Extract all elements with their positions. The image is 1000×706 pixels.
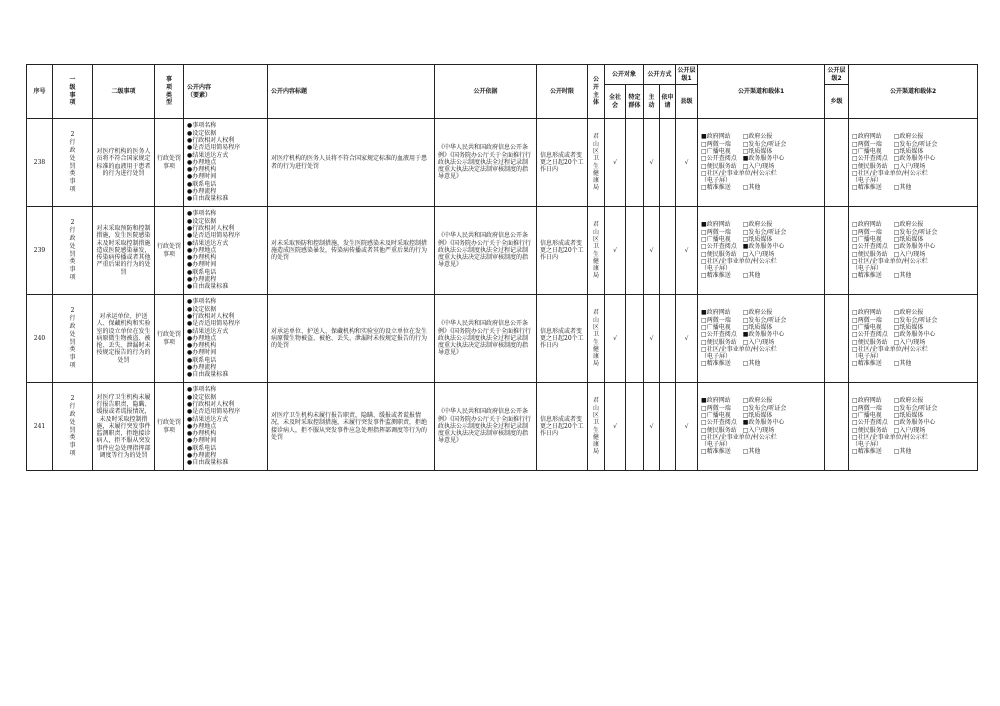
subject-value: 君山区卫生健康局 xyxy=(592,133,599,192)
content-item: ●行政相对人权利 xyxy=(187,400,235,408)
row-apply xyxy=(660,119,676,207)
title-value: 对医疗机构的医务人员将不符合国家规定标准的血液用于患者的行为进行处罚 xyxy=(271,155,428,170)
seq-value: 239 xyxy=(33,246,46,254)
county-check: √ xyxy=(684,246,689,254)
row-channel2 xyxy=(849,207,978,295)
content-item: ●联系电话 xyxy=(187,268,217,276)
row-seq xyxy=(27,207,53,295)
row-type xyxy=(155,207,184,295)
row-level2 xyxy=(93,207,155,295)
row-township xyxy=(825,383,849,471)
content-item: ●设定依据 xyxy=(187,305,217,313)
society-check: √ xyxy=(613,246,617,254)
header-content: 公开内容（要素） xyxy=(184,65,268,119)
content-item: ●办理地点 xyxy=(187,158,217,166)
row-channel1 xyxy=(698,383,825,471)
level1-value: 2行政处罚类事项 xyxy=(69,395,76,457)
subject-value: 君山区卫生健康局 xyxy=(592,397,599,456)
row-seq xyxy=(27,383,53,471)
content-item: ●办理地点 xyxy=(187,334,217,342)
row-channel1 xyxy=(698,119,825,207)
row-title xyxy=(268,295,435,383)
content-item: ●设定依据 xyxy=(187,217,217,225)
header-level-b: 公开层级2 xyxy=(825,65,849,85)
row-subject xyxy=(588,383,605,471)
row-basis xyxy=(435,295,537,383)
content-item: ●办理流程 xyxy=(187,276,217,284)
row-active xyxy=(644,295,660,383)
row-level2 xyxy=(93,119,155,207)
content-item: ●联系电话 xyxy=(187,444,217,452)
row-title xyxy=(268,119,435,207)
time-value: 信息形成或者变更之日起20个工作日内 xyxy=(540,327,584,350)
header-content-title: 公开内容标题 xyxy=(268,65,435,119)
content-item: ●办理时间 xyxy=(187,437,217,445)
header-method-apply: 依申请 xyxy=(660,85,676,119)
content-item: ●自由裁量标准 xyxy=(187,283,229,291)
content-item: ●办理流程 xyxy=(187,188,217,196)
content-item: ●自由裁量标准 xyxy=(187,371,229,379)
seq-value: 240 xyxy=(33,334,46,342)
title-value: 对未采取预防和控制措施，发生医院感染未及时采取控制措施造成医院感染暴发，传染病传播或者其他严重后果的行为的处罚 xyxy=(271,239,428,262)
content-item: ●办理时间 xyxy=(187,173,217,181)
row-channel2 xyxy=(849,383,978,471)
level1-value: 2行政处罚类事项 xyxy=(69,307,76,369)
row-items xyxy=(184,383,268,471)
channel1-value: ■政府网站 □政府公报 □两微一端 □发布会/听证会 □广播电视 □纸质媒体 □公开查阅点 ■政务服务中心 □便民服务站 □入户/现场 □社区/企事业单位/村公示栏 （电子屏） □精准推送 □其他 xyxy=(701,397,787,456)
table-row xyxy=(27,295,978,383)
channel2-value: □政府网站 □政府公报 □两微一端 □发布会/听证会 □广播电视 □纸质媒体 □公开查阅点 □政务服务中心 □便民服务站 □入户/现场 □社区/企事业单位/村公示栏 （电子屏） □精准推送 □其他 xyxy=(852,309,938,368)
row-active xyxy=(644,383,660,471)
content-item: ●是否适用简易程序 xyxy=(187,232,241,240)
row-county xyxy=(676,295,698,383)
table-row xyxy=(27,207,978,295)
active-check: √ xyxy=(649,246,654,254)
content-item: ●结果送达方式 xyxy=(187,415,229,423)
seq-value: 241 xyxy=(33,422,46,430)
content-item: ●行政相对人权利 xyxy=(187,312,235,320)
row-channel1 xyxy=(698,295,825,383)
table-row xyxy=(27,383,978,471)
content-item: ●事项名称 xyxy=(187,386,217,394)
header-county: 县级 xyxy=(676,85,698,119)
row-subject xyxy=(588,207,605,295)
content-item: ●办理机构 xyxy=(187,342,217,350)
time-value: 信息形成或者变更之日起20个工作日内 xyxy=(540,415,584,438)
row-time xyxy=(537,295,588,383)
content-item: ●办理地点 xyxy=(187,246,217,254)
disclosure-table xyxy=(26,64,978,471)
row-county xyxy=(676,383,698,471)
row-time xyxy=(537,383,588,471)
channel2-value: □政府网站 □政府公报 □两微一端 □发布会/听证会 □广播电视 □纸质媒体 □公开查阅点 □政务服务中心 □便民服务站 □入户/现场 □社区/企事业单位/村公示栏 （电子屏） □精准推送 □其他 xyxy=(852,221,938,280)
content-item: ●办理时间 xyxy=(187,349,217,357)
society-check: √ xyxy=(613,334,617,342)
content-item: ●事项名称 xyxy=(187,122,217,130)
row-apply xyxy=(660,207,676,295)
county-check: √ xyxy=(684,422,689,430)
row-level1 xyxy=(53,295,93,383)
type-value: 行政处罚事项 xyxy=(156,155,181,170)
basis-value: 《中华人民共和国政府信息公开条例》《国务院办公厅关于全面推行行政执法公示制度执法全过程记录制度重大执法决定法制审核制度的指导意见》 xyxy=(438,408,532,445)
row-county xyxy=(676,119,698,207)
header-township: 乡级 xyxy=(825,85,849,119)
type-value: 行政处罚事项 xyxy=(156,419,181,434)
content-item: ●办理机构 xyxy=(187,254,217,262)
row-time xyxy=(537,207,588,295)
title-value: 对承运单位、护送人、保藏机构和实验室的设立单位在发生病原微生物被盗、被抢、丢失、泄漏时未按规定报告的行为的处罚 xyxy=(271,327,428,350)
row-specific xyxy=(626,119,644,207)
row-apply xyxy=(660,383,676,471)
level1-value: 2行政处罚类事项 xyxy=(69,219,76,281)
level2-value: 对医疗机构的医务人员将不符合国家规定标准的血液用于患者的行为进行处罚 xyxy=(96,147,151,177)
content-item: ●办理时间 xyxy=(187,261,217,269)
content-item: ●办理地点 xyxy=(187,422,217,430)
header-channel1: 公开渠道和载体1 xyxy=(698,65,825,119)
type-value: 行政处罚事项 xyxy=(156,331,181,346)
row-specific xyxy=(626,383,644,471)
basis-value: 《中华人民共和国政府信息公开条例》《国务院办公厅关于全面推行行政执法公示制度执法全过程记录制度重大执法决定法制审核制度的指导意见》 xyxy=(438,232,532,269)
content-item: ●结果送达方式 xyxy=(187,151,229,159)
content-item: ●行政相对人权利 xyxy=(187,136,235,144)
content-item: ●事项名称 xyxy=(187,298,217,306)
content-item: ●是否适用简易程序 xyxy=(187,320,241,328)
county-check: √ xyxy=(684,158,689,166)
content-item: ●是否适用简易程序 xyxy=(187,408,241,416)
header-level1: 一级事项 xyxy=(53,65,93,119)
subject-value: 君山区卫生健康局 xyxy=(592,221,599,280)
basis-value: 《中华人民共和国政府信息公开条例》《国务院办公厅关于全面推行行政执法公示制度执法全过程记录制度重大执法决定法制审核制度的指导意见》 xyxy=(438,320,532,357)
row-level2 xyxy=(93,295,155,383)
row-basis xyxy=(435,207,537,295)
table-row xyxy=(27,119,978,207)
row-active xyxy=(644,207,660,295)
content-item: ●自由裁量标准 xyxy=(187,195,229,203)
content-item: ●办理流程 xyxy=(187,364,217,372)
row-items xyxy=(184,119,268,207)
row-type xyxy=(155,119,184,207)
header-seq: 序号 xyxy=(27,65,53,119)
content-item: ●办理机构 xyxy=(187,166,217,174)
header-time: 公开时限 xyxy=(537,65,588,119)
row-apply xyxy=(660,295,676,383)
content-item: ●联系电话 xyxy=(187,356,217,364)
title-value: 对医疗卫生机构未履行报告职责，隐瞒、缓报或者谎报情况，未及时采取控制措施，未履行突发事件监测职责，拒绝接诊病人，拒不服从突发事件应急处理指挥部调度等行为的处罚 xyxy=(271,411,428,441)
row-channel1 xyxy=(698,207,825,295)
row-seq xyxy=(27,119,53,207)
row-county xyxy=(676,207,698,295)
row-level1 xyxy=(53,383,93,471)
content-item: ●结果送达方式 xyxy=(187,239,229,247)
content-item: ●设定依据 xyxy=(187,393,217,401)
time-value: 信息形成或者变更之日起20个工作日内 xyxy=(540,151,584,174)
header-obj-society: 全社会 xyxy=(605,85,626,119)
row-specific xyxy=(626,295,644,383)
content-item: ●结果送达方式 xyxy=(187,327,229,335)
header-method: 公开方式 xyxy=(644,65,676,85)
header-subject: 公开主体 xyxy=(588,65,605,119)
table-body xyxy=(27,119,978,471)
row-basis xyxy=(435,119,537,207)
row-type xyxy=(155,383,184,471)
row-items xyxy=(184,295,268,383)
header-level-a: 公开层级1 xyxy=(676,65,698,85)
content-item: ●办理流程 xyxy=(187,452,217,460)
channel1-value: ■政府网站 □政府公报 □两微一端 □发布会/听证会 □广播电视 □纸质媒体 □公开查阅点 ■政务服务中心 □便民服务站 □入户/现场 □社区/企事业单位/村公示栏 （电子屏） □精准推送 □其他 xyxy=(701,309,787,368)
society-check: √ xyxy=(613,422,617,430)
row-seq xyxy=(27,295,53,383)
content-item: ●设定依据 xyxy=(187,129,217,137)
header-basis: 公开依据 xyxy=(435,65,537,119)
content-item: ●自由裁量标准 xyxy=(187,459,229,467)
content-item: ●是否适用简易程序 xyxy=(187,144,241,152)
level2-value: 对医疗卫生机构未履行报告职责，隐瞒、缓报或者谎报情况，未及时采取控制措施，未履行突发事件监测职责，拒绝接诊病人，拒不服从突发事件应急处理指挥部调度等行为的处罚 xyxy=(96,393,151,460)
header-method-active: 主动 xyxy=(644,85,660,119)
active-check: √ xyxy=(649,334,654,342)
content-item: ●联系电话 xyxy=(187,180,217,188)
header-level2: 二级事项 xyxy=(93,65,155,119)
header-channel2: 公开渠道和载体2 xyxy=(849,65,978,119)
header-row-1 xyxy=(27,65,978,85)
header-obj-specific: 特定群体 xyxy=(626,85,644,119)
row-subject xyxy=(588,119,605,207)
content-item: ●事项名称 xyxy=(187,210,217,218)
row-society xyxy=(605,295,626,383)
society-check: √ xyxy=(613,158,617,166)
row-level2 xyxy=(93,383,155,471)
row-time xyxy=(537,119,588,207)
row-basis xyxy=(435,383,537,471)
active-check: √ xyxy=(649,422,654,430)
row-items xyxy=(184,207,268,295)
level2-value: 对承运单位、护送人、保藏机构和实验室的设立单位在发生病原微生物被盗、被抢、丢失、泄漏时未按规定报告的行为的处罚 xyxy=(96,312,151,364)
row-society xyxy=(605,383,626,471)
header-type: 事项类型 xyxy=(155,65,184,119)
active-check: √ xyxy=(649,158,654,166)
row-specific xyxy=(626,207,644,295)
row-township xyxy=(825,119,849,207)
row-subject xyxy=(588,295,605,383)
county-check: √ xyxy=(684,334,689,342)
subject-value: 君山区卫生健康局 xyxy=(592,309,599,368)
channel2-value: □政府网站 □政府公报 □两微一端 □发布会/听证会 □广播电视 □纸质媒体 □公开查阅点 □政务服务中心 □便民服务站 □入户/现场 □社区/企事业单位/村公示栏 （电子屏） □精准推送 □其他 xyxy=(852,133,938,192)
row-active xyxy=(644,119,660,207)
channel1-value: ■政府网站 □政府公报 □两微一端 □发布会/听证会 □广播电视 □纸质媒体 □公开查阅点 ■政务服务中心 □便民服务站 □入户/现场 □社区/企事业单位/村公示栏 （电子屏） □精准推送 □其他 xyxy=(701,133,787,192)
row-society xyxy=(605,207,626,295)
basis-value: 《中华人民共和国政府信息公开条例》《国务院办公厅关于全面推行行政执法公示制度执法全过程记录制度重大执法决定法制审核制度的指导意见》 xyxy=(438,144,532,181)
content-item: ●行政相对人权利 xyxy=(187,224,235,232)
row-level1 xyxy=(53,207,93,295)
row-title xyxy=(268,207,435,295)
level1-value: 2行政处罚类事项 xyxy=(69,131,76,193)
row-title xyxy=(268,383,435,471)
seq-value: 238 xyxy=(33,158,46,166)
type-value: 行政处罚事项 xyxy=(156,243,181,258)
channel2-value: □政府网站 □政府公报 □两微一端 □发布会/听证会 □广播电视 □纸质媒体 □公开查阅点 □政务服务中心 □便民服务站 □入户/现场 □社区/企事业单位/村公示栏 （电子屏） □精准推送 □其他 xyxy=(852,397,938,456)
row-level1 xyxy=(53,119,93,207)
content-item: ●办理机构 xyxy=(187,430,217,438)
row-township xyxy=(825,207,849,295)
row-channel2 xyxy=(849,119,978,207)
row-township xyxy=(825,295,849,383)
channel1-value: ■政府网站 □政府公报 □两微一端 □发布会/听证会 □广播电视 □纸质媒体 □公开查阅点 ■政务服务中心 □便民服务站 □入户/现场 □社区/企事业单位/村公示栏 （电子屏） □精准推送 □其他 xyxy=(701,221,787,280)
level2-value: 对未采取预防和控制措施，发生医院感染未及时采取控制措施造成医院感染暴发，传染病传播或者其他严重后果的行为的处罚 xyxy=(96,224,151,276)
time-value: 信息形成或者变更之日起20个工作日内 xyxy=(540,239,584,262)
row-channel2 xyxy=(849,295,978,383)
row-type xyxy=(155,295,184,383)
header-object: 公开对象 xyxy=(605,65,644,85)
row-society xyxy=(605,119,626,207)
